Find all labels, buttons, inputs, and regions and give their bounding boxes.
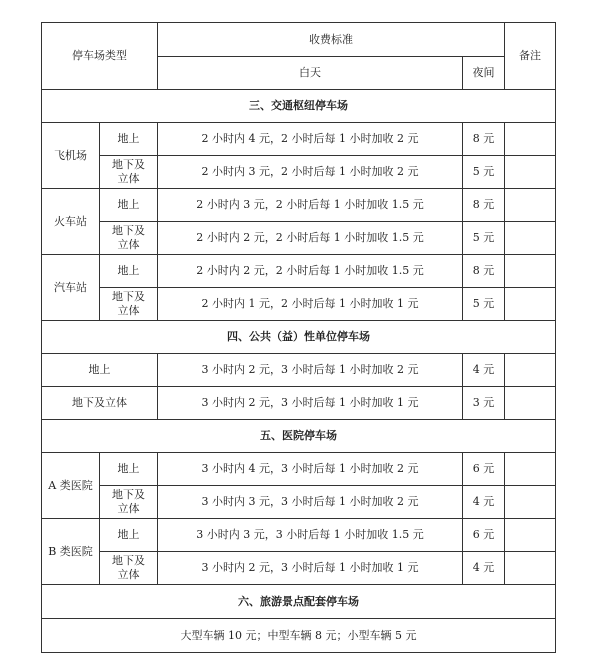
airport-ground-type: 地上 <box>100 123 158 156</box>
bus-under-day-fee: 2 小时内 1 元，2 小时后每 1 小时加收 1 元 <box>158 288 463 321</box>
hospital-a-under-night-fee: 4 元 <box>463 486 505 519</box>
parking-type-header: 停车场类型 <box>42 23 158 90</box>
hospital-b-ground-night-fee: 6 元 <box>463 519 505 552</box>
public-under-type: 地下及立体 <box>42 387 158 420</box>
airport-label: 飞机场 <box>42 123 100 189</box>
public-ground-day-fee: 3 小时内 2 元，3 小时后每 1 小时加收 2 元 <box>158 354 463 387</box>
train-under-night-fee: 5 元 <box>463 222 505 255</box>
hospital-b-under-day-fee: 3 小时内 2 元，3 小时后每 1 小时加收 1 元 <box>158 552 463 585</box>
hospital-b-under-night-fee: 4 元 <box>463 552 505 585</box>
table-row <box>42 486 556 519</box>
bus-under-type <box>100 288 158 321</box>
hospital-a-ground-night-fee: 6 元 <box>463 453 505 486</box>
public-ground-night-fee: 4 元 <box>463 354 505 387</box>
note-cell <box>505 255 556 288</box>
section-title-public-unit: 四、公共（益）性单位停车场 <box>42 321 556 354</box>
table-row <box>42 519 556 552</box>
night-header: 夜间 <box>463 57 505 90</box>
public-under-day-fee: 3 小时内 2 元，3 小时后每 1 小时加收 1 元 <box>158 387 463 420</box>
note-cell <box>505 387 556 420</box>
train-under-day-fee: 2 小时内 2 元，2 小时后每 1 小时加收 1.5 元 <box>158 222 463 255</box>
under-type-line1: 地下及 <box>112 554 145 567</box>
note-cell <box>505 354 556 387</box>
table-row <box>42 387 556 420</box>
public-ground-type: 地上 <box>42 354 158 387</box>
hospital-a-label: A 类医院 <box>42 453 100 519</box>
section-row <box>42 90 556 123</box>
hospital-a-ground-type: 地上 <box>100 453 158 486</box>
airport-under-night-fee: 5 元 <box>463 156 505 189</box>
hospital-b-ground-type: 地上 <box>100 519 158 552</box>
note-cell <box>505 288 556 321</box>
note-header: 备注 <box>505 23 556 90</box>
note-cell <box>505 519 556 552</box>
table-row <box>42 619 556 653</box>
under-type-line2: 立体 <box>117 172 140 185</box>
note-cell <box>505 189 556 222</box>
table-row <box>42 552 556 585</box>
note-cell <box>505 123 556 156</box>
section-title-hospital: 五、医院停车场 <box>42 420 556 453</box>
section-row <box>42 585 556 619</box>
section-title-transport-hub: 三、交通枢纽停车场 <box>42 90 556 123</box>
under-type-line2: 立体 <box>117 238 140 251</box>
table-row <box>42 354 556 387</box>
bus-ground-type: 地上 <box>100 255 158 288</box>
hospital-b-label: B 类医院 <box>42 519 100 585</box>
under-type-line2: 立体 <box>117 304 140 317</box>
hospital-a-under-day-fee: 3 小时内 3 元，3 小时后每 1 小时加收 2 元 <box>158 486 463 519</box>
airport-under-type <box>100 156 158 189</box>
header-row-top <box>42 23 556 57</box>
note-cell <box>505 222 556 255</box>
train-under-type <box>100 222 158 255</box>
hospital-a-under-type <box>100 486 158 519</box>
under-type-line1: 地下及 <box>112 488 145 501</box>
table-row <box>42 189 556 222</box>
train-ground-day-fee: 2 小时内 3 元，2 小时后每 1 小时加收 1.5 元 <box>158 189 463 222</box>
under-type-line2: 立体 <box>117 568 140 581</box>
airport-ground-night-fee: 8 元 <box>463 123 505 156</box>
table-row <box>42 288 556 321</box>
train-ground-type: 地上 <box>100 189 158 222</box>
bus-ground-day-fee: 2 小时内 2 元，2 小时后每 1 小时加收 1.5 元 <box>158 255 463 288</box>
hospital-a-ground-day-fee: 3 小时内 4 元，3 小时后每 1 小时加收 2 元 <box>158 453 463 486</box>
note-cell <box>505 486 556 519</box>
hospital-b-ground-day-fee: 3 小时内 3 元，3 小时后每 1 小时加收 1.5 元 <box>158 519 463 552</box>
table-row <box>42 255 556 288</box>
table-row <box>42 123 556 156</box>
table-row <box>42 156 556 189</box>
airport-under-day-fee: 2 小时内 3 元，2 小时后每 1 小时加收 2 元 <box>158 156 463 189</box>
section-row <box>42 420 556 453</box>
bus-station-label: 汽车站 <box>42 255 100 321</box>
table-row <box>42 222 556 255</box>
section-title-tourism: 六、旅游景点配套停车场 <box>42 585 556 619</box>
bus-under-night-fee: 5 元 <box>463 288 505 321</box>
parking-fee-table <box>41 22 556 653</box>
note-cell <box>505 156 556 189</box>
day-header: 白天 <box>158 57 463 90</box>
hospital-b-under-type <box>100 552 158 585</box>
table-row <box>42 453 556 486</box>
under-type-line1: 地下及 <box>112 158 145 171</box>
train-ground-night-fee: 8 元 <box>463 189 505 222</box>
note-cell <box>505 552 556 585</box>
note-cell <box>505 453 556 486</box>
under-type-line1: 地下及 <box>112 290 145 303</box>
fee-standard-header: 收费标准 <box>158 23 505 57</box>
train-station-label: 火车站 <box>42 189 100 255</box>
tourism-fee-text: 大型车辆 10 元；中型车辆 8 元；小型车辆 5 元 <box>42 619 556 653</box>
public-under-night-fee: 3 元 <box>463 387 505 420</box>
section-row <box>42 321 556 354</box>
under-type-line1: 地下及 <box>112 224 145 237</box>
airport-ground-day-fee: 2 小时内 4 元，2 小时后每 1 小时加收 2 元 <box>158 123 463 156</box>
under-type-line2: 立体 <box>117 502 140 515</box>
bus-ground-night-fee: 8 元 <box>463 255 505 288</box>
